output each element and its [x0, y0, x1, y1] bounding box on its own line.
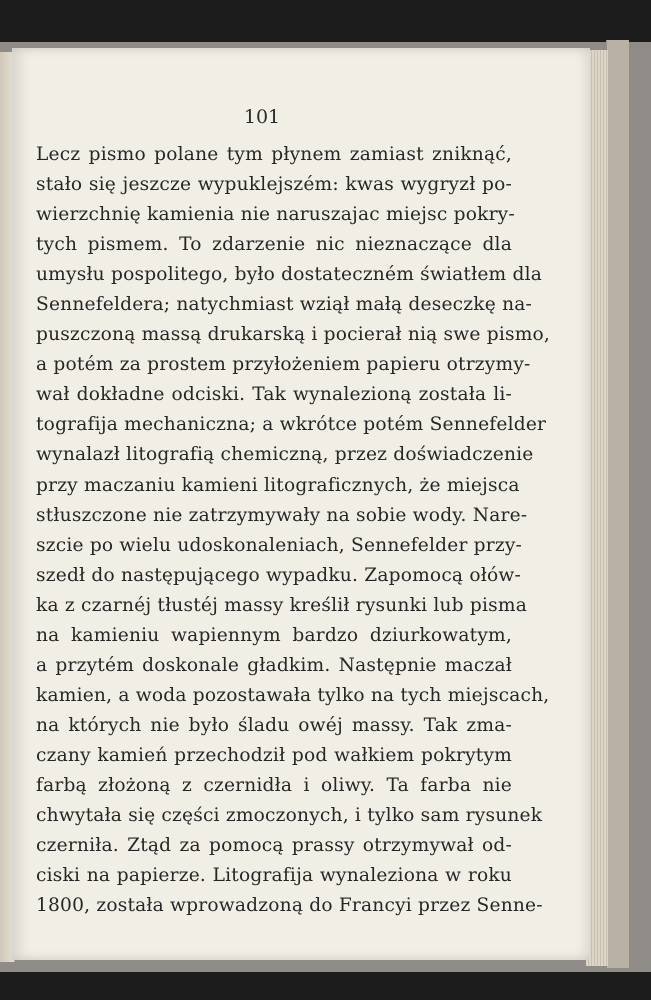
- text-line: wynalazł litografią chemiczną, przez doświadczenie: [36, 444, 534, 466]
- text-line: ka z czarnéj tłustéj massy kreślił rysunki lub pisma: [36, 594, 527, 616]
- text-line: wierzchnię kamienia nie naruszajac miejsc pokry-: [36, 204, 515, 226]
- text-line: czany kamień przechodził pod wałkiem pokrytym: [36, 744, 512, 766]
- text-line: stłuszczone nie zatrzymywały na sobie wody. Nare-: [36, 504, 528, 526]
- text-line: szedł do następującego wypadku. Zapomocą ołów-: [36, 564, 521, 586]
- body-text: [36, 140, 551, 921]
- text-line: a potém za prostem przyłożeniem papieru otrzymy-: [36, 354, 531, 376]
- text-line: ciski na papierze. Litografija wynaleziona w roku: [36, 865, 512, 887]
- book-cover-edge: [606, 40, 629, 968]
- text-line: chwytała się części zmoczonych, i tylko sam rysunek: [36, 805, 543, 827]
- text-line: na których nie było śladu owéj massy. Tak zma-: [36, 714, 512, 736]
- text-line: tych pismem. To zdarzenie nic nieznaczące dla: [36, 234, 512, 256]
- page-number: 101: [243, 106, 281, 128]
- text-line: przy maczaniu kamieni litograficznych, że miejsca: [36, 474, 520, 496]
- text-line: stało się jeszcze wypuklejszém: kwas wygryzł po-: [36, 174, 512, 196]
- text-line: Lecz pismo polane tym płynem zamiast zniknąć,: [36, 144, 512, 165]
- text-line: umysłu pospolitego, było dostateczném światłem dla: [36, 264, 543, 286]
- text-line: na kamieniu wapiennym bardzo dziurkowatym,: [36, 624, 512, 646]
- text-line: puszczoną massą drukarską i pocierał nią swe pismo,: [36, 324, 551, 346]
- text-line: Sennefeldera; natychmiast wziął małą deseczkę na-: [36, 294, 533, 316]
- book-page: [12, 48, 590, 960]
- text-line: szcie po wielu udoskonaleniach, Sennefelder przy-: [36, 534, 523, 556]
- text-line: farbą złożoną z czernidła i oliwy. Ta farba nie: [36, 774, 512, 796]
- text-line: 1800, została wprowadzoną do Francyi przez Senne-: [36, 895, 543, 917]
- text-line: kamien, a woda pozostawała tylko na tych miejscach,: [36, 684, 550, 706]
- text-line: a przytém doskonale gładkim. Następnie maczał: [36, 654, 512, 676]
- text-line: czerniła. Ztąd za pomocą prassy otrzymywał od-: [36, 835, 512, 857]
- text-line: tografija mechaniczna; a wkrótce potém Sennefelder: [36, 414, 547, 436]
- text-line: wał dokładne odciski. Tak wynalezioną została li-: [36, 384, 512, 406]
